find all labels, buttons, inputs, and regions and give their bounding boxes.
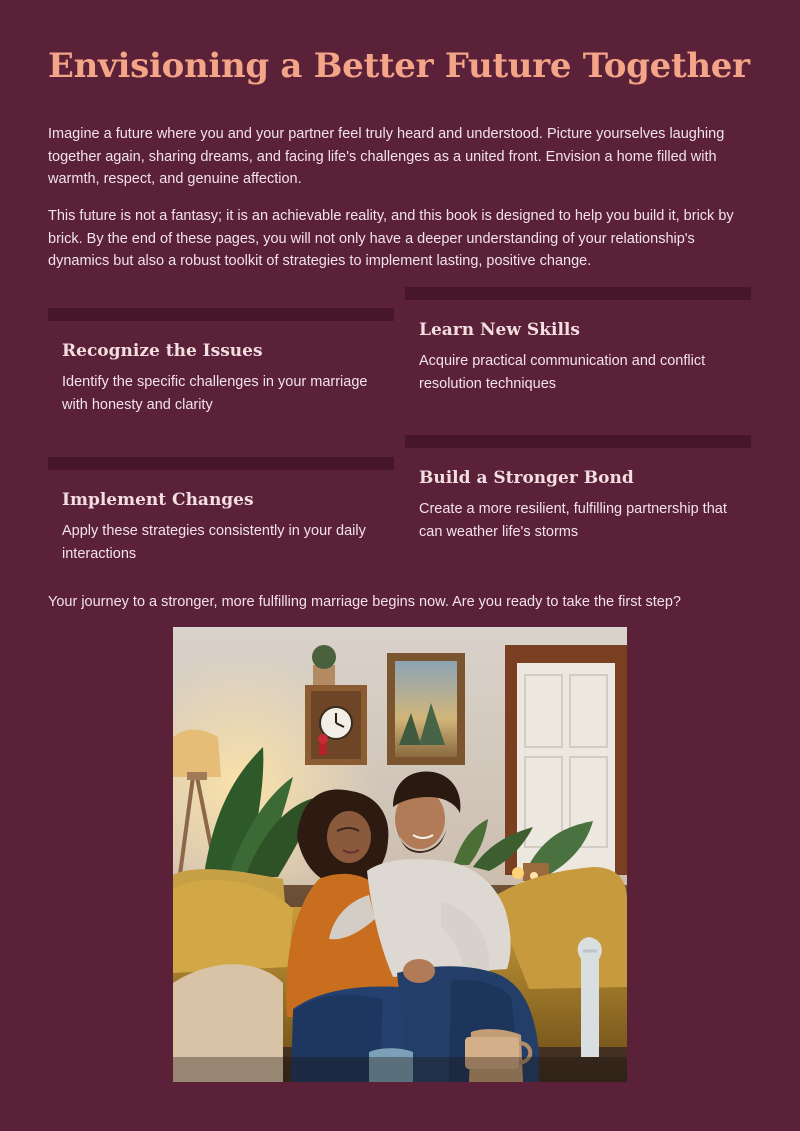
closing-text: Your journey to a stronger, more fulfilling marriage begins now. Are you ready to take the first step? [48, 594, 681, 610]
card-title: Build a Stronger Bond [419, 468, 634, 488]
card-title: Learn New Skills [419, 320, 580, 340]
intro-paragraph-2: This future is not a fantasy; it is an achievable reality, and this book is designed to help you build it, brick by brick. By the end of these pages, you will not only have a deeper understanding of your relationship's dynamics but also a robust toolkit of strategies to implement lasting, positive change. [48, 208, 734, 269]
card-build-bond [405, 435, 751, 543]
card-header-bar [48, 308, 394, 321]
card-text: Acquire practical communication and conflict resolution techniques [419, 353, 706, 392]
card-text: Apply these strategies consistently in your daily interactions [62, 523, 366, 562]
card-text: Identify the specific challenges in your marriage with honesty and clarity [62, 374, 368, 413]
intro-paragraph-1: Imagine a future where you and your partner feel truly heard and understood. Picture yourselves laughing together again, sharing dreams, and facing life's challenges as a united front. Envision a home filled with warmth, respect, and genuine affection. [48, 126, 725, 187]
couple-photo [173, 627, 627, 1082]
couple-photo-illustration [173, 627, 627, 1082]
card-text: Create a more resilient, fulfilling partnership that can weather life's storms [419, 501, 727, 540]
card-learn-skills [405, 287, 751, 395]
card-implement-changes [48, 457, 394, 565]
card-header-bar [405, 435, 751, 448]
page-title: Envisioning a Better Future Together [48, 46, 750, 86]
card-title: Recognize the Issues [62, 341, 263, 361]
card-header-bar [48, 457, 394, 470]
card-title: Implement Changes [62, 490, 254, 510]
card-header-bar [405, 287, 751, 300]
card-recognize-issues [48, 308, 394, 416]
